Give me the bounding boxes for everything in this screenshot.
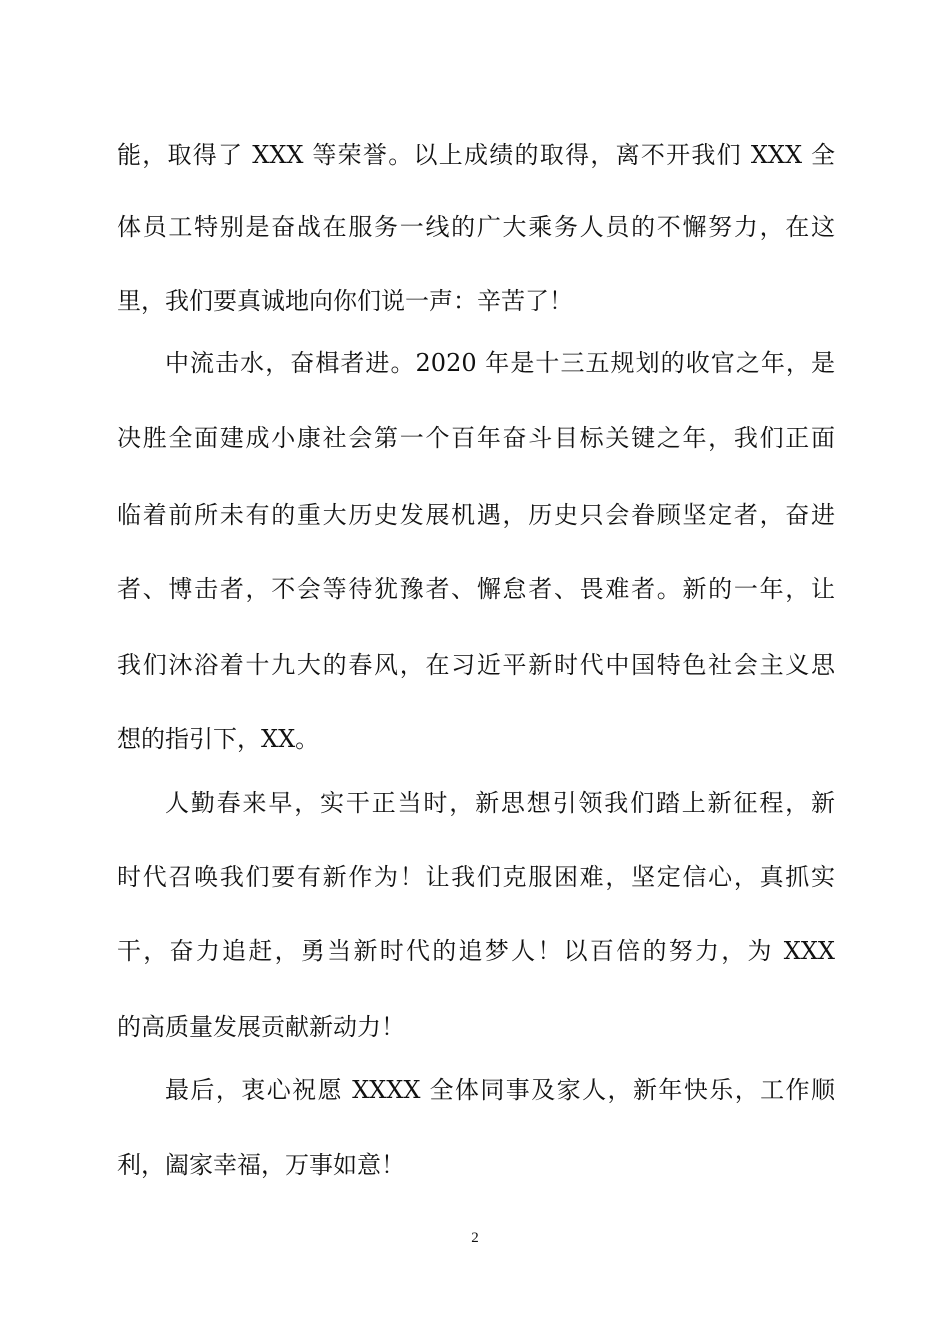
- page-number: 2: [471, 1230, 479, 1246]
- text-line: 利，阖家幸福，万事如意！: [117, 1151, 405, 1179]
- text-line: 能，取得了 XXX 等荣誉。以上成绩的取得，离不开我们 XXX 全: [117, 141, 835, 169]
- text-line: 想的指引下，XX。: [117, 725, 320, 753]
- text-line: 里，我们要真诚地向你们说一声：辛苦了！: [117, 287, 573, 315]
- text-line: 我们沐浴着十九大的春风，在习近平新时代中国特色社会主义思: [117, 651, 835, 679]
- text-line: 者、博击者，不会等待犹豫者、懈怠者、畏难者。新的一年，让: [117, 575, 835, 603]
- text-line: 体员工特别是奋战在服务一线的广大乘务人员的不懈努力，在这: [117, 213, 835, 241]
- text-line: 人勤春来早，实干正当时，新思想引领我们踏上新征程，新: [165, 789, 835, 817]
- text-line: 最后，衷心祝愿 XXXX 全体同事及家人，新年快乐，工作顺: [165, 1076, 835, 1104]
- text-line: 决胜全面建成小康社会第一个百年奋斗目标关键之年，我们正面: [117, 424, 835, 452]
- text-line: 干，奋力追赶，勇当新时代的追梦人！以百倍的努力，为 XXX: [117, 937, 835, 965]
- text-line: 时代召唤我们要有新作为！让我们克服困难，坚定信心，真抓实: [117, 863, 835, 891]
- text-line: 临着前所未有的重大历史发展机遇，历史只会眷顾坚定者，奋进: [117, 501, 835, 529]
- text-line: 中流击水，奋楫者进。2020 年是十三五规划的收官之年，是: [165, 349, 835, 377]
- text-line: 的高质量发展贡献新动力！: [117, 1013, 405, 1041]
